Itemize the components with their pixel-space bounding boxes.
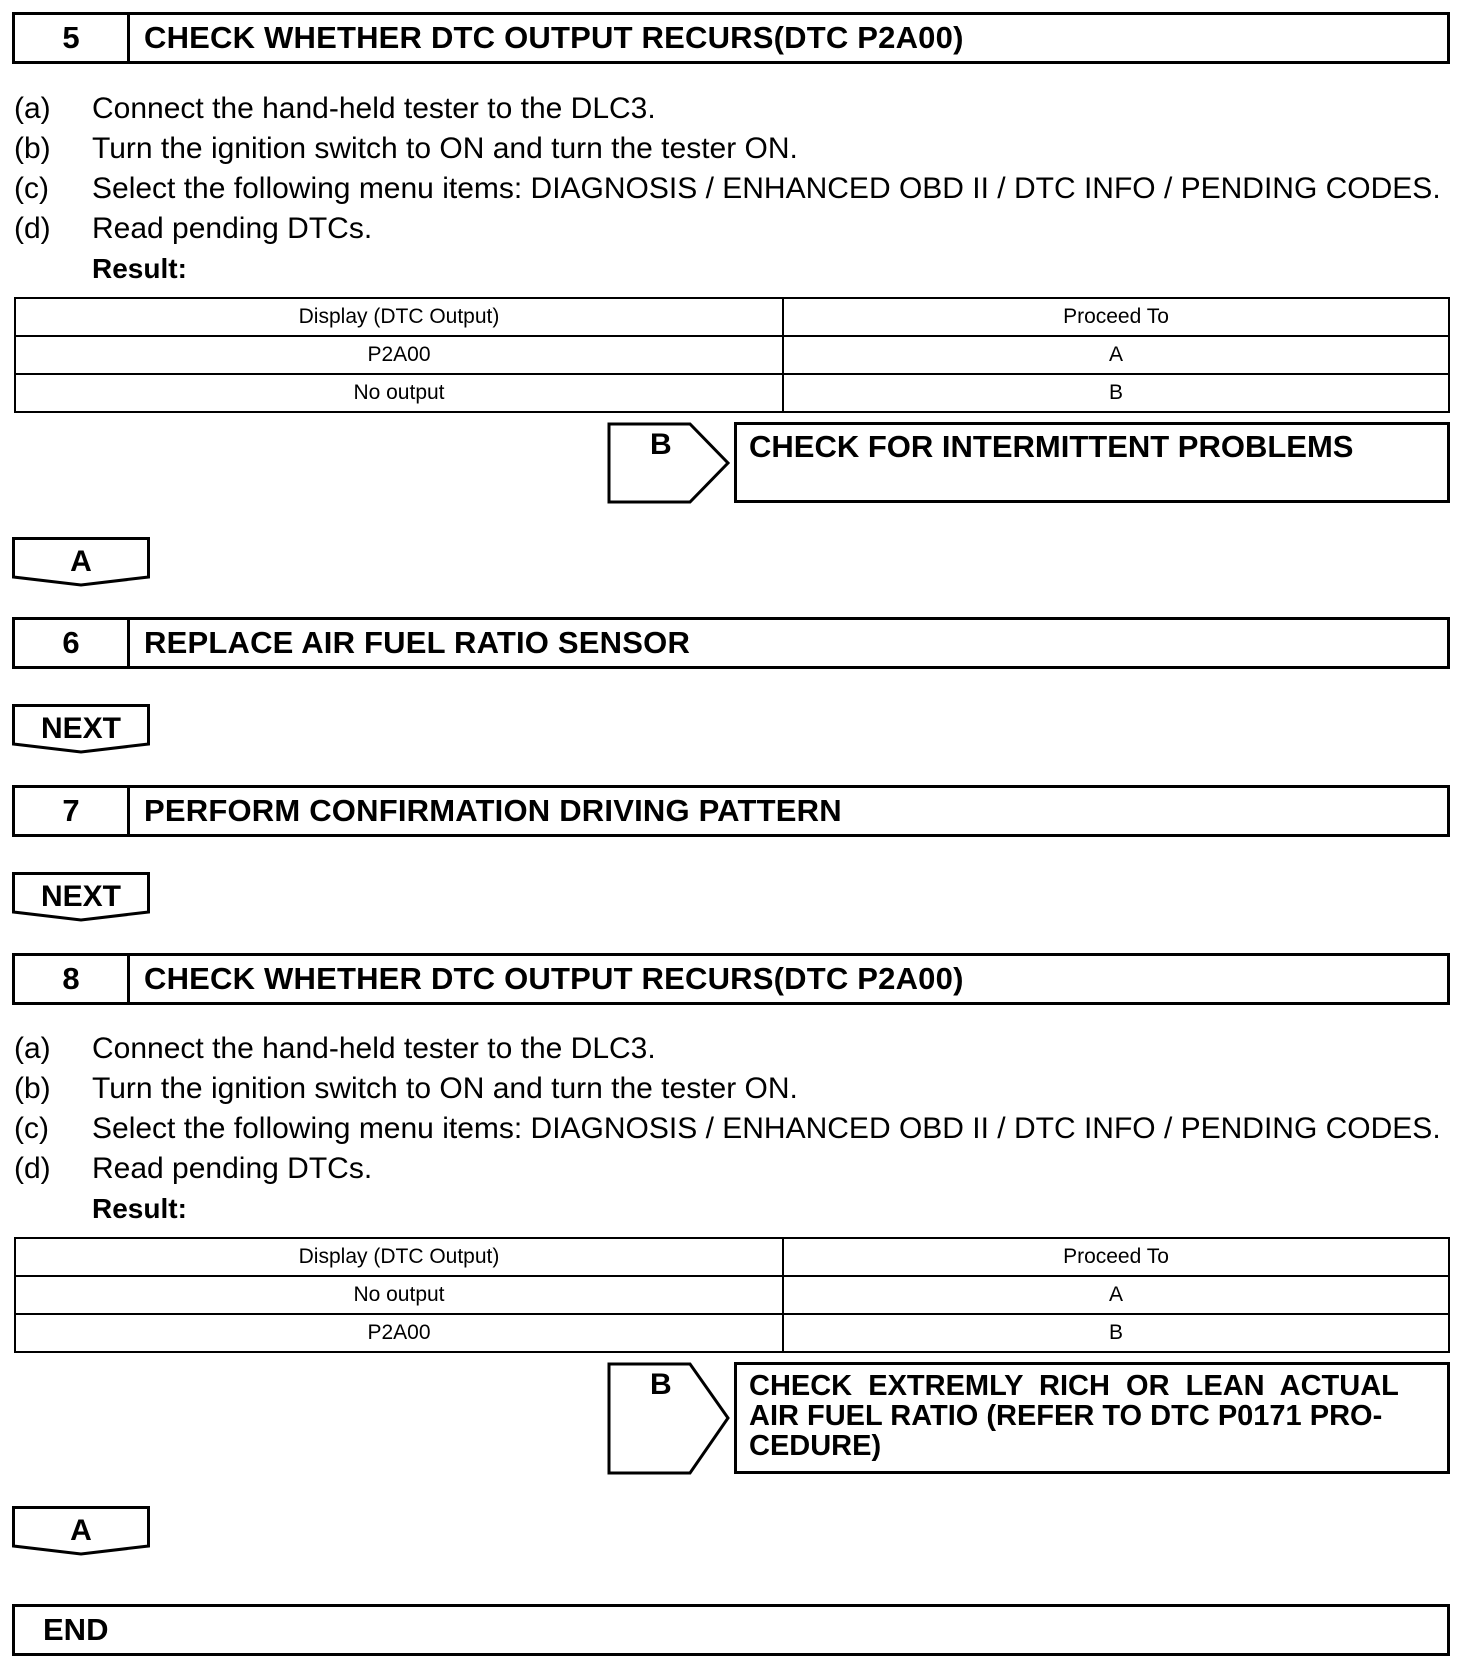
step-number: 5 bbox=[15, 15, 130, 61]
instruction-c: (c) Select the following menu items: DIAGNOSIS / ENHANCED OBD II / DTC INFO / PENDING CODES. bbox=[14, 1112, 1441, 1145]
arrow-label: NEXT bbox=[40, 712, 121, 745]
table-cell: B bbox=[783, 374, 1449, 412]
instruction-b: (b) Turn the ignition switch to ON and turn the tester ON. bbox=[14, 132, 798, 165]
step-title: REPLACE AIR FUEL RATIO SENSOR bbox=[144, 625, 691, 660]
table-cell: P2A00 bbox=[15, 1314, 783, 1352]
branch-target-box: CHECK FOR INTERMITTENT PROBLEMS bbox=[734, 422, 1450, 503]
branch-text-line: CEDURE) bbox=[749, 1430, 882, 1462]
arrow-label: NEXT bbox=[40, 880, 121, 913]
branch-label: B bbox=[650, 1368, 672, 1401]
table-cell: A bbox=[783, 336, 1449, 374]
instruction-a: (a) Connect the hand-held tester to the DLC3. bbox=[14, 1032, 656, 1065]
step-title: CHECK WHETHER DTC OUTPUT RECURS(DTC P2A00) bbox=[144, 961, 964, 996]
end-box: END bbox=[12, 1604, 1450, 1656]
step-number: 7 bbox=[15, 788, 130, 834]
branch-target-box bbox=[734, 1362, 1450, 1474]
table-cell: No output bbox=[15, 374, 783, 412]
table-cell: No output bbox=[15, 1276, 783, 1314]
table-cell: A bbox=[783, 1276, 1449, 1314]
instruction-d: (d) Read pending DTCs. bbox=[14, 1152, 373, 1185]
instruction-a: (a) Connect the hand-held tester to the DLC3. bbox=[14, 92, 656, 125]
branch-text-line: AIR FUEL RATIO (REFER TO DTC P0171 PRO- bbox=[749, 1400, 1383, 1432]
table-header-cell: Display (DTC Output) bbox=[15, 1238, 783, 1276]
table-cell: P2A00 bbox=[15, 336, 783, 374]
branch-text-line: CHECK EXTREMLY RICH OR LEAN ACTUAL bbox=[749, 1370, 1399, 1402]
result-label: Result: bbox=[92, 253, 187, 284]
instruction-b: (b) Turn the ignition switch to ON and turn the tester ON. bbox=[14, 1072, 798, 1105]
step-number: 8 bbox=[15, 956, 130, 1002]
step-title: CHECK WHETHER DTC OUTPUT RECURS(DTC P2A00) bbox=[144, 20, 964, 55]
arrow-label: A bbox=[70, 1514, 92, 1547]
table-header-cell: Display (DTC Output) bbox=[15, 298, 783, 336]
step-title: PERFORM CONFIRMATION DRIVING PATTERN bbox=[144, 793, 842, 828]
result-label: Result: bbox=[92, 1193, 187, 1224]
proceed-a-arrow[interactable] bbox=[12, 1506, 150, 1558]
table-header-cell: Proceed To bbox=[783, 1238, 1449, 1276]
instruction-c: (c) Select the following menu items: DIAGNOSIS / ENHANCED OBD II / DTC INFO / PENDING CODES. bbox=[14, 172, 1441, 205]
branch-label: B bbox=[650, 428, 672, 461]
step-number: 6 bbox=[15, 620, 130, 666]
table-cell: B bbox=[783, 1314, 1449, 1352]
arrow-label: A bbox=[70, 545, 92, 578]
table-header-cell: Proceed To bbox=[783, 298, 1449, 336]
instruction-d: (d) Read pending DTCs. bbox=[14, 212, 373, 245]
